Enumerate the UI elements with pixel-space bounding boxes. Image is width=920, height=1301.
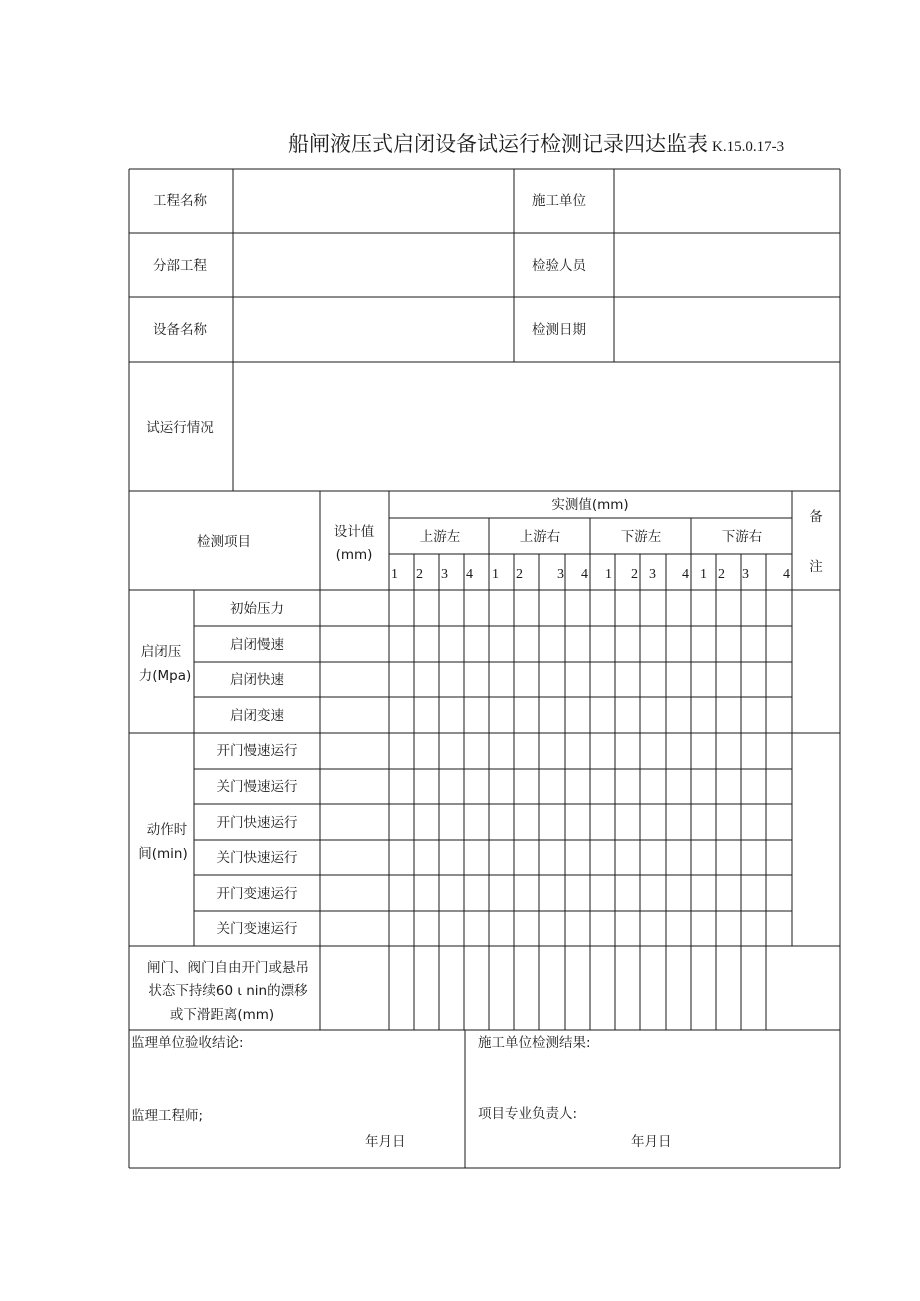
group-pressure-label-1: 启闭压 <box>140 644 182 660</box>
item-close-slow: 关门慢速运行 <box>216 779 298 795</box>
drift-label-3: 或下滑距离(mm) <box>169 1007 275 1023</box>
form-code: K.15.0.17-3 <box>712 139 785 155</box>
item-open-close-slow: 启闭慢速 <box>230 637 284 653</box>
label-inspector: 检验人员 <box>532 258 586 274</box>
supervision-date-label: 年月日 <box>365 1134 406 1150</box>
point-number: 4 <box>581 567 588 582</box>
construction-date-label: 年月日 <box>631 1134 672 1150</box>
point-number: 2 <box>718 567 725 582</box>
label-remark-1: 备 <box>809 509 823 525</box>
label-design-unit: (mm) <box>335 547 373 563</box>
construction-result-label: 施工单位检测结果: <box>478 1035 591 1051</box>
point-number: 2 <box>631 567 638 582</box>
point-number: 4 <box>783 567 790 582</box>
label-design-value: 设计值 <box>333 524 375 540</box>
point-number: 3 <box>742 567 749 582</box>
label-trial-run: 试运行情况 <box>146 420 214 436</box>
title-main: 船闸液压式启闭设备试运行检测记录四达监表 <box>288 132 708 156</box>
item-open-close-variable: 启闭变速 <box>230 708 284 724</box>
point-number: 3 <box>557 567 564 582</box>
point-number: 1 <box>700 567 707 582</box>
point-number: 2 <box>516 567 523 582</box>
point-number: 1 <box>605 567 612 582</box>
label-actual-value: 实测值(mm) <box>551 497 629 513</box>
label-construction-unit: 施工单位 <box>532 193 586 209</box>
supervision-conclusion-label: 监理单位验收结论: <box>131 1035 244 1051</box>
item-close-variable: 关门变速运行 <box>216 921 298 937</box>
label-remark-2: 注 <box>809 559 823 575</box>
group-pressure-label-2: 力(Mpa) <box>138 668 192 684</box>
point-number: 1 <box>391 567 398 582</box>
item-open-close-fast: 启闭快速 <box>230 672 284 688</box>
drift-label-1: 闸门、阀门自由开门或悬吊 <box>147 960 309 976</box>
position-upstream-right: 上游右 <box>519 529 561 545</box>
group-time-label-2: 间(min) <box>138 846 188 862</box>
position-downstream-right: 下游右 <box>721 529 763 545</box>
item-open-slow: 开门慢速运行 <box>216 743 298 759</box>
drift-label-2: 状态下持续60 ι nin的漂移 <box>148 983 308 999</box>
point-number: 3 <box>441 567 448 582</box>
group-time-label-1: 动作时 <box>146 822 188 838</box>
point-number: 4 <box>682 567 689 582</box>
item-open-variable: 开门变速运行 <box>216 886 298 902</box>
supervising-engineer-label: 监理工程师; <box>131 1108 204 1124</box>
label-test-item: 检测项目 <box>197 534 251 550</box>
label-equipment-name: 设备名称 <box>153 322 207 338</box>
label-sub-project: 分部工程 <box>153 258 207 274</box>
label-test-date: 检测日期 <box>532 322 586 338</box>
point-number: 2 <box>416 567 423 582</box>
label-project-name: 工程名称 <box>153 193 207 209</box>
point-number: 3 <box>649 567 656 582</box>
item-open-fast: 开门快速运行 <box>216 815 298 831</box>
point-number: 1 <box>492 567 499 582</box>
item-initial-pressure: 初始压力 <box>230 601 284 617</box>
project-lead-label: 项目专业负责人: <box>478 1106 578 1122</box>
position-upstream-left: 上游左 <box>419 529 461 545</box>
point-number: 4 <box>466 567 473 582</box>
item-close-fast: 关门快速运行 <box>216 850 298 866</box>
position-downstream-left: 下游左 <box>620 529 662 545</box>
